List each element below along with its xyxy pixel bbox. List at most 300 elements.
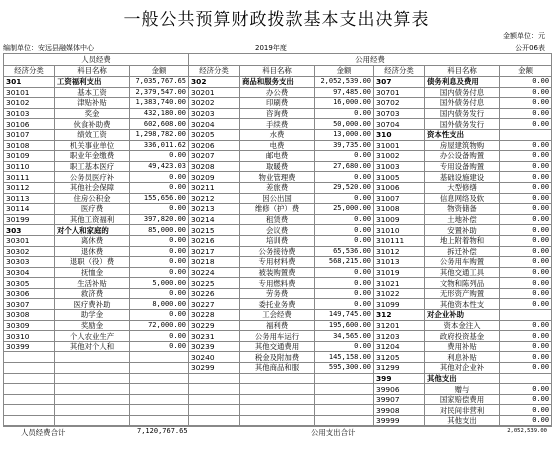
cell-name: 大型修缮 [425,182,500,193]
cell-code [4,394,55,405]
cell-amount: 0.00 [500,225,552,236]
public-header: 公用经费 [189,54,552,66]
cell-name: 基础设施建设 [425,172,500,183]
cell-name: 安置补助 [425,225,500,236]
table-row [4,288,552,299]
cell-amount: 0.00 [500,172,552,183]
cell-code: 31021 [374,278,425,289]
cell-name: 奖金 [55,108,130,119]
cell-code [4,352,55,363]
cell-code: 31022 [374,288,425,299]
col-header-name: 科目名称 [55,65,130,77]
cell-code: 31201 [374,320,425,331]
table-row [4,204,552,215]
cell-code: 30103 [4,108,55,119]
cell-amount: 0.00 [500,278,552,289]
cell-amount: 0.00 [500,405,552,416]
cell-code: 30308 [4,310,55,321]
cell-amount: 7,035,767.65 [130,77,189,88]
cell-amount: 13,000.00 [315,129,374,140]
table-row [4,267,552,278]
cell-amount: 0.00 [130,246,189,257]
cell-name: 培训费 [240,235,315,246]
cell-amount: 0.00 [315,214,374,225]
cell-amount [130,363,189,374]
cell-amount: 0.00 [500,267,552,278]
totals-row [3,425,551,438]
cell-amount: 85,000.00 [130,225,189,236]
cell-code: 30228 [189,310,240,321]
cell-code: 30310 [4,331,55,342]
cell-amount: 397,820.00 [130,214,189,225]
cell-name: 债务利息及费用 [425,77,500,88]
cell-amount [315,405,374,416]
cell-code: 30209 [189,172,240,183]
year-label: 2019年度 [255,44,287,52]
cell-code: 30114 [4,204,55,215]
cell-amount [130,405,189,416]
table-row [4,310,552,321]
cell-name: 救济费 [55,288,130,299]
cell-name: 奖励金 [55,320,130,331]
cell-code: 30224 [189,267,240,278]
cell-code: 30205 [189,129,240,140]
cell-code: 39999 [374,416,425,427]
cell-name: 其他工资福利 [55,214,130,225]
table-row [4,182,552,193]
cell-code: 30225 [189,278,240,289]
table-row [4,225,552,236]
org-label: 编制单位：安远县融媒体中心 [3,44,94,52]
cell-amount: 0.00 [500,331,552,342]
cell-name: 取暖费 [240,161,315,172]
cell-amount: 0.00 [130,331,189,342]
cell-code: 312 [374,310,425,321]
cell-code: 399 [374,373,425,384]
cell-code: 30213 [189,204,240,215]
cell-code: 30307 [4,299,55,310]
cell-amount: 34,565.00 [315,331,374,342]
cell-amount: 0.00 [500,341,552,352]
cell-code: 30303 [4,257,55,268]
cell-code: 30199 [4,214,55,225]
cell-name: 委托业务费 [240,299,315,310]
cell-name: 邮电费 [240,151,315,162]
cell-amount: 568,215.00 [315,257,374,268]
cell-name: 助学金 [55,310,130,321]
cell-name: 其他支出 [425,416,500,427]
cell-code: 31299 [374,363,425,374]
cell-amount: 0.00 [315,288,374,299]
cell-code: 39907 [374,394,425,405]
cell-code: 30206 [189,140,240,151]
cell-name: 因公出国 [240,193,315,204]
cell-amount: 595,300.00 [315,363,374,374]
cell-name: 商品和服务支出 [240,77,315,88]
cell-amount: 50,000.00 [315,119,374,130]
cell-amount: 0.00 [500,108,552,119]
col-header-code: 经济分类 [4,65,55,77]
cell-name: 无形资产购置 [425,288,500,299]
cell-name [55,373,130,384]
cell-code [189,394,240,405]
cell-code: 31099 [374,299,425,310]
cell-name: 专用燃料费 [240,278,315,289]
cell-amount: 336,011.62 [130,140,189,151]
cell-amount: 602,608.00 [130,119,189,130]
cell-amount: 0.00 [500,214,552,225]
cell-amount: 432,180.00 [130,108,189,119]
cell-code: 30110 [4,161,55,172]
table-row [4,352,552,363]
cell-amount: 0.00 [500,140,552,151]
cell-name: 对个人和家庭的 [55,225,130,236]
cell-name [240,384,315,395]
cell-name: 公务用车运行 [240,331,315,342]
cell-amount: 0.00 [130,341,189,352]
cell-amount: 145,158.00 [315,352,374,363]
cell-name: 差旅费 [240,182,315,193]
cell-code: 31205 [374,352,425,363]
cell-code: 30226 [189,288,240,299]
cell-amount [130,352,189,363]
cell-amount: 0.00 [130,288,189,299]
cell-name: 会议费 [240,225,315,236]
cell-code: 39908 [374,405,425,416]
cell-name [55,394,130,405]
cell-name: 退休费 [55,246,130,257]
cell-amount: 0.00 [130,310,189,321]
cell-name: 国内债务付息 [425,87,500,98]
cell-name: 专用设备购置 [425,161,500,172]
cell-amount: 0.00 [315,299,374,310]
table-row [4,151,552,162]
col-header-amount: 金额 [500,65,552,77]
cell-amount: 0.00 [130,182,189,193]
cell-amount: 0.00 [500,320,552,331]
cell-name: 抚恤金 [55,267,130,278]
cell-amount: 2,052,539.00 [315,77,374,88]
cell-amount: 39,735.00 [315,140,374,151]
report-title: 一般公共预算财政拨款基本支出决算表 [123,10,430,30]
cell-name: 专用材料费 [240,257,315,268]
cell-code: 30212 [189,193,240,204]
cell-code: 39906 [374,384,425,395]
table-row [4,373,552,384]
table-row [4,108,552,119]
cell-code: 31003 [374,161,425,172]
cell-code: 30239 [189,341,240,352]
cell-code: 30202 [189,98,240,109]
cell-code: 30218 [189,257,240,268]
public-total-label: 公用支出合计 [311,428,356,437]
cell-name: 其他社会保障 [55,182,130,193]
cell-name: 办公费 [240,87,315,98]
cell-name [55,363,130,374]
table-row [4,363,552,374]
cell-name: 个人农业生产 [55,331,130,342]
cell-code: 30109 [4,151,55,162]
cell-code: 30101 [4,87,55,98]
table-row [4,119,552,130]
cell-amount: 0.00 [315,225,374,236]
cell-code: 310111 [374,235,425,246]
cell-code: 31006 [374,182,425,193]
cell-code: 30309 [4,320,55,331]
cell-code: 31005 [374,172,425,183]
cell-name: 其他资本性支 [425,299,500,310]
cell-name: 医疗费补助 [55,299,130,310]
cell-name: 基本工资 [55,87,130,98]
table-row [4,161,552,172]
table-row [4,331,552,342]
cell-amount: 8,000.00 [130,299,189,310]
cell-name: 咨询费 [240,108,315,119]
cell-name: 津贴补贴 [55,98,130,109]
cell-code: 30208 [189,161,240,172]
personnel-header: 人员经费 [4,54,189,66]
cell-code: 31009 [374,214,425,225]
cell-code: 31007 [374,193,425,204]
cell-name [240,405,315,416]
cell-code: 310 [374,129,425,140]
table-row [4,299,552,310]
table-row [4,193,552,204]
cell-name: 地上附着物和 [425,235,500,246]
cell-name: 其他对个人和 [55,341,130,352]
header-row-columns [4,65,552,77]
cell-amount: 0.00 [500,182,552,193]
cell-name [240,373,315,384]
cell-amount: 5,000.00 [130,278,189,289]
cell-code: 31002 [374,151,425,162]
table-row [4,257,552,268]
cell-code: 30106 [4,119,55,130]
cell-code: 30240 [189,352,240,363]
table-row [4,129,552,140]
cell-code: 30207 [189,151,240,162]
cell-amount [130,394,189,405]
cell-amount [315,384,374,395]
cell-amount: 0.00 [500,98,552,109]
table-row [4,77,552,88]
cell-amount: 0.00 [315,151,374,162]
cell-code: 30304 [4,267,55,278]
cell-name: 水费 [240,129,315,140]
cell-name: 职业年金缴费 [55,151,130,162]
cell-name: 其他交通工具 [425,267,500,278]
cell-amount [500,373,552,384]
cell-amount [130,373,189,384]
cell-code: 30305 [4,278,55,289]
cell-name: 物资储备 [425,204,500,215]
cell-name: 工会经费 [240,310,315,321]
cell-name: 其他对企业补 [425,363,500,374]
cell-name: 赠与 [425,384,500,395]
cell-amount [315,373,374,384]
cell-name: 房屋建筑物购 [425,140,500,151]
cell-amount: 0.00 [315,267,374,278]
cell-amount [130,384,189,395]
expenditure-table [3,53,552,427]
cell-amount: 0.00 [500,299,552,310]
cell-code: 30231 [189,331,240,342]
cell-name: 土地补偿 [425,214,500,225]
cell-code: 30302 [4,246,55,257]
col-header-amount: 金额 [315,65,374,77]
table-body [4,77,552,427]
cell-amount [500,129,552,140]
cell-name: 公务用车购置 [425,257,500,268]
cell-amount: 27,680.00 [315,161,374,172]
cell-code: 30204 [189,119,240,130]
public-total-value: 2,052,539.00 [507,428,547,434]
cell-code: 30108 [4,140,55,151]
cell-name: 对民间非营利 [425,405,500,416]
cell-name [55,405,130,416]
cell-name: 其他支出 [425,373,500,384]
table-code: 公开06表 [515,44,545,52]
cell-name: 租赁费 [240,214,315,225]
col-header-name: 科目名称 [425,65,500,77]
cell-amount: 195,600.00 [315,320,374,331]
cell-amount: 0.00 [500,204,552,215]
table-row [4,246,552,257]
cell-name: 离休费 [55,235,130,246]
cell-code: 30703 [374,108,425,119]
cell-code: 31203 [374,331,425,342]
cell-amount: 25,000.00 [315,204,374,215]
cell-amount: 97,485.00 [315,87,374,98]
cell-code: 30203 [189,108,240,119]
cell-name: 其他交通费用 [240,341,315,352]
table-row [4,341,552,352]
cell-code: 30111 [4,172,55,183]
cell-code: 31012 [374,246,425,257]
cell-amount: 0.00 [500,257,552,268]
cell-amount: 1,383,740.00 [130,98,189,109]
unit-label: 金额单位：元 [503,32,545,40]
cell-amount: 49,423.03 [130,161,189,172]
cell-name: 机关事业单位 [55,140,130,151]
col-header-amount: 金额 [130,65,189,77]
cell-name: 对企业补助 [425,310,500,321]
cell-code: 31013 [374,257,425,268]
col-header-code: 经济分类 [374,65,425,77]
cell-code: 30215 [189,225,240,236]
cell-name: 资本金注入 [425,320,500,331]
cell-name: 资本性支出 [425,129,500,140]
cell-code [4,405,55,416]
cell-name: 电费 [240,140,315,151]
cell-name: 劳务费 [240,288,315,299]
cell-name: 手续费 [240,119,315,130]
cell-code: 30211 [189,182,240,193]
cell-code: 30702 [374,98,425,109]
cell-amount: 0.00 [500,384,552,395]
cell-amount: 0.00 [500,193,552,204]
cell-amount: 0.00 [500,235,552,246]
cell-code: 30216 [189,235,240,246]
cell-name: 文物和陈列品 [425,278,500,289]
table-row [4,320,552,331]
cell-code: 30399 [4,341,55,352]
cell-amount: 1,298,782.00 [130,129,189,140]
cell-name: 公务员医疗补 [55,172,130,183]
table-row [4,384,552,395]
cell-name: 拆迁补偿 [425,246,500,257]
cell-name: 医疗费 [55,204,130,215]
cell-code: 30217 [189,246,240,257]
personnel-total-label: 人员经费合计 [21,428,66,437]
cell-amount: 155,656.00 [130,193,189,204]
cell-amount: 0.00 [315,193,374,204]
cell-name: 退职（役）费 [55,257,130,268]
cell-amount: 0.00 [130,267,189,278]
cell-code: 30306 [4,288,55,299]
cell-amount: 29,520.00 [315,182,374,193]
cell-amount: 0.00 [500,119,552,130]
cell-name: 国内债务发行 [425,108,500,119]
cell-amount: 2,379,547.00 [130,87,189,98]
cell-code: 30229 [189,320,240,331]
cell-name: 费用补贴 [425,341,500,352]
cell-code: 30102 [4,98,55,109]
cell-name: 利息补贴 [425,352,500,363]
cell-name: 伙食补助费 [55,119,130,130]
cell-amount: 0.00 [500,363,552,374]
cell-amount: 0.00 [500,161,552,172]
table-row [4,235,552,246]
cell-code: 30112 [4,182,55,193]
cell-name: 生活补贴 [55,278,130,289]
cell-code: 31001 [374,140,425,151]
cell-code: 307 [374,77,425,88]
cell-code: 30299 [189,363,240,374]
cell-code: 30107 [4,129,55,140]
cell-amount: 0.00 [500,246,552,257]
cell-code [189,405,240,416]
cell-name [55,352,130,363]
cell-amount: 65,536.00 [315,246,374,257]
col-header-code: 经济分类 [189,65,240,77]
cell-name: 国家赔偿费用 [425,394,500,405]
cell-name [240,394,315,405]
cell-code: 30201 [189,87,240,98]
personnel-total-value: 7,120,767.65 [137,427,188,435]
cell-name: 绩效工资 [55,129,130,140]
table-row [4,98,552,109]
cell-amount: 0.00 [315,341,374,352]
cell-amount: 72,000.00 [130,320,189,331]
cell-name: 物业管理费 [240,172,315,183]
cell-amount: 0.00 [315,108,374,119]
cell-name: 工资福利支出 [55,77,130,88]
cell-amount: 0.00 [315,235,374,246]
cell-amount: 0.00 [130,172,189,183]
cell-code [4,363,55,374]
cell-name: 政府投资基金 [425,331,500,342]
cell-name: 印刷费 [240,98,315,109]
table-row [4,87,552,98]
cell-name: 其他商品和服 [240,363,315,374]
cell-code [189,373,240,384]
cell-code: 301 [4,77,55,88]
cell-code [4,384,55,395]
cell-amount: 0.00 [500,394,552,405]
cell-code: 30227 [189,299,240,310]
cell-code: 302 [189,77,240,88]
